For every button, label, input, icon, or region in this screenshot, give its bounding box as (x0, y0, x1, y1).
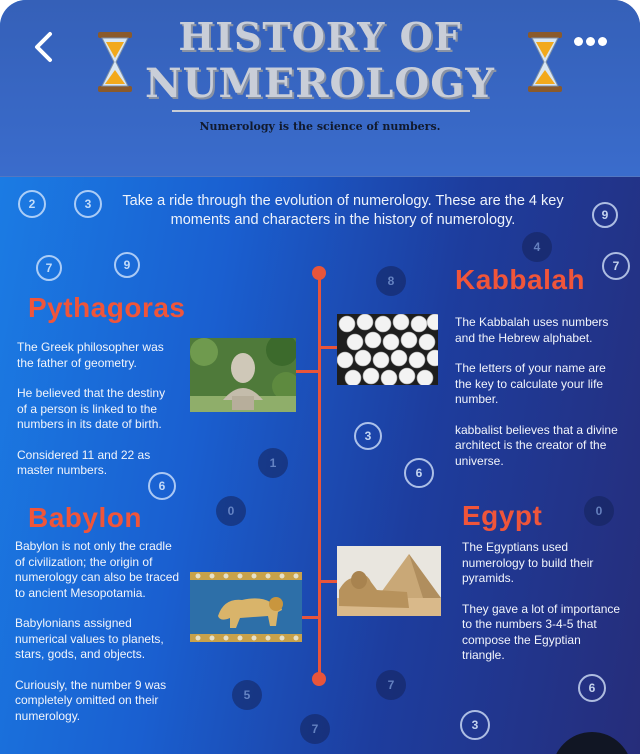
number-badge: 6 (404, 458, 434, 488)
timeline-dot (312, 266, 326, 280)
more-options-button[interactable] (570, 34, 610, 50)
page-title-line2: NUMEROLOGY (145, 60, 495, 107)
timeline-branch (320, 346, 338, 349)
section-title-babylon: Babylon (28, 502, 142, 533)
number-badge: 0 (216, 496, 246, 526)
number-badge: 9 (592, 202, 618, 228)
section-title-kabbalah: Kabbalah (455, 264, 586, 295)
number-badge: 6 (148, 472, 176, 500)
paragraph: The Kabbalah uses numbers and the Hebrew alphabet. (455, 315, 609, 345)
title-divider (172, 110, 470, 112)
sphinx-pyramid-image (337, 546, 441, 616)
ishtar-gate-lion-image (190, 572, 302, 642)
section-text-pythagoras (17, 340, 177, 494)
paragraph: Considered 11 and 22 as master numbers. (17, 447, 151, 477)
more-dots-icon (598, 37, 607, 46)
number-badge: 1 (258, 448, 288, 478)
timeline-branch (296, 370, 320, 373)
paragraph: Curiously, the number 9 was completely omitted on their numerology. (15, 677, 167, 723)
timeline-branch (320, 580, 338, 583)
page-subtitle: Numerology is the science of numbers. (199, 120, 441, 133)
paragraph: kabbalist believes that a divine architect is the creator of the universe. (455, 422, 618, 468)
paragraph: The letters of your name are the key to calculate your life number. (455, 361, 606, 406)
paragraph: Babylon is not only the cradle of civilization; the origin of numerology can also be traced to ancient Mesopotamia. (15, 539, 180, 600)
number-badge: 5 (232, 680, 262, 710)
number-badge: 7 (300, 714, 330, 744)
number-badge: 3 (460, 710, 490, 740)
page-title-line1: HISTORY OF (178, 14, 462, 59)
number-badge: 8 (376, 266, 406, 296)
paragraph: He believed that the destiny of a person is linked to the numbers in its date of birth. (17, 386, 166, 431)
section-text-kabbalah (455, 315, 625, 484)
number-badge: 7 (36, 255, 62, 281)
more-dots-icon (586, 37, 595, 46)
section-title-egypt: Egypt (462, 500, 543, 531)
section-text-babylon (15, 539, 180, 739)
paragraph: Babylonians assigned numerical values to planets, stars, gods, and objects. (15, 616, 164, 661)
hebrew-letters-image (337, 314, 438, 385)
number-badge: 6 (578, 674, 606, 702)
paragraph: The Greek philosopher was the father of geometry. (17, 340, 164, 370)
floating-action-button[interactable] (552, 732, 632, 754)
number-badge: 7 (376, 670, 406, 700)
paragraph: They gave a lot of importance to the numbers 3-4-5 that compose the Egyptian triangle. (462, 601, 621, 662)
number-badge: 3 (354, 422, 382, 450)
number-badge: 0 (584, 496, 614, 526)
paragraph: The Egyptians used numerology to build their pyramids. (462, 540, 594, 585)
section-text-egypt (462, 540, 622, 679)
number-badge: 3 (74, 190, 102, 218)
more-dots-icon (574, 37, 583, 46)
number-badge: 9 (114, 252, 140, 278)
intro-text: Take a ride through the evolution of numerology. These are the 4 key moments and characters in the history of numerology. (122, 193, 564, 228)
header (0, 0, 640, 177)
number-badge: 7 (602, 252, 630, 280)
timeline-dot (312, 672, 326, 686)
section-title-pythagoras: Pythagoras (28, 292, 186, 323)
number-badge: 2 (18, 190, 46, 218)
pythagoras-bust-image (190, 338, 296, 412)
number-badge: 4 (522, 232, 552, 262)
